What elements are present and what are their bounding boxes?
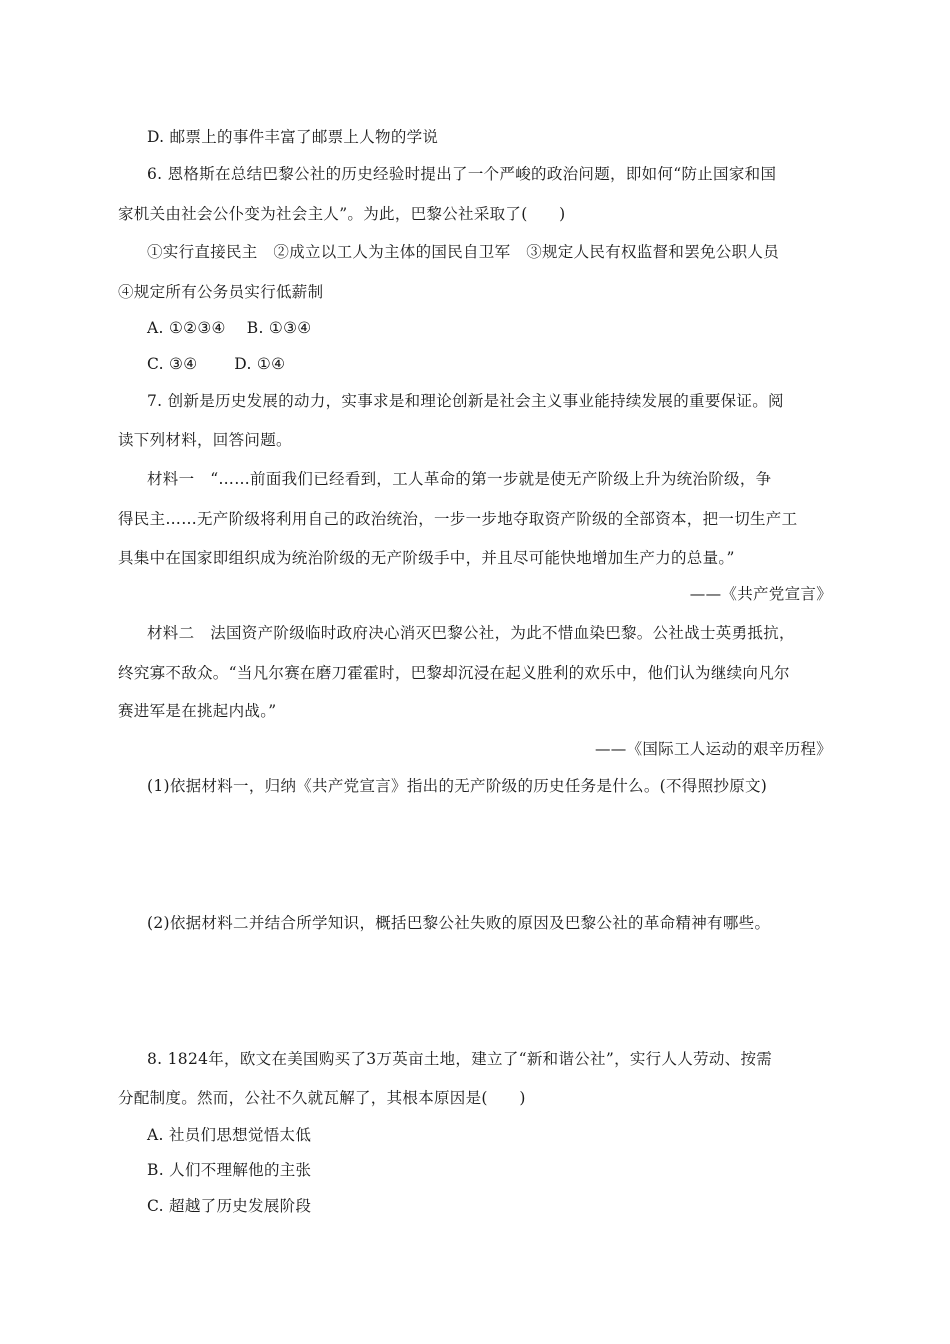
- q5-option-d: D. 邮票上的事件丰富了邮票上人物的学说: [147, 128, 439, 146]
- q8-option-a: A. 社员们思想觉悟太低: [147, 1126, 312, 1144]
- q6-items-line-1: ①实行直接民主 ②成立以工人为主体的国民自卫军 ③规定人民有权监督和罢免公职人员: [147, 243, 780, 261]
- q8-option-b: B. 人们不理解他的主张: [147, 1161, 312, 1179]
- q7-material-2-line-3: 赛进军是在挑起内战。”: [118, 702, 277, 720]
- q7-material-2-source: ——《国际工人运动的艰辛历程》: [594, 740, 832, 758]
- q7-material-2-line-2: 终究寡不敌众。“当凡尔赛在磨刀霍霍时，巴黎却沉浸在起义胜利的欢乐中，他们认为继续向凡尔: [118, 664, 790, 682]
- q7-stem-line-2: 读下列材料，回答问题。: [118, 431, 292, 449]
- q8-stem-line-1: 8. 1824年，欧文在美国购买了3万英亩土地，建立了“新和谐公社”，实行人人劳动、按需: [147, 1050, 773, 1068]
- q7-material-1-source: ——《共产党宣言》: [689, 585, 832, 603]
- q6-stem-line-1: 6. 恩格斯在总结巴黎公社的历史经验时提出了一个严峻的政治问题，即如何“防止国家和国: [147, 165, 777, 183]
- q8-option-c: C. 超越了历史发展阶段: [147, 1197, 312, 1215]
- q8-stem-line-2: 分配制度。然而，公社不久就瓦解了，其根本原因是( ): [118, 1089, 526, 1107]
- q7-subquestion-2: (2)依据材料二并结合所学知识，概括巴黎公社失败的原因及巴黎公社的革命精神有哪些。: [147, 914, 771, 932]
- q6-items-line-2: ④规定所有公务员实行低薪制: [118, 283, 324, 301]
- q7-material-2-line-1: 材料二 法国资产阶级临时政府决心消灭巴黎公社，为此不惜血染巴黎。公社战士英勇抵抗，: [147, 624, 795, 642]
- q6-options-ab: A. ①②③④ B. ①③④: [147, 319, 312, 337]
- q7-material-1-line-2: 得民主……无产阶级将利用自己的政治统治，一步一步地夺取资产阶级的全部资本，把一切生产工: [118, 510, 798, 528]
- q7-stem-line-1: 7. 创新是历史发展的动力，实事求是和理论创新是社会主义事业能持续发展的重要保证。阅: [147, 392, 784, 410]
- q7-material-1-line-1: 材料一 “……前面我们已经看到，工人革命的第一步就是使无产阶级上升为统治阶级，争: [147, 470, 772, 488]
- q6-stem-line-2: 家机关由社会公仆变为社会主人”。为此，巴黎公社采取了( ): [118, 205, 566, 223]
- q7-material-1-line-3: 具集中在国家即组织成为统治阶级的无产阶级手中，并且尽可能快地增加生产力的总量。”: [118, 549, 735, 567]
- q7-subquestion-1: (1)依据材料一，归纳《共产党宣言》指出的无产阶级的历史任务是什么。(不得照抄原文): [147, 777, 768, 795]
- q6-options-cd: C. ③④ D. ①④: [147, 355, 286, 373]
